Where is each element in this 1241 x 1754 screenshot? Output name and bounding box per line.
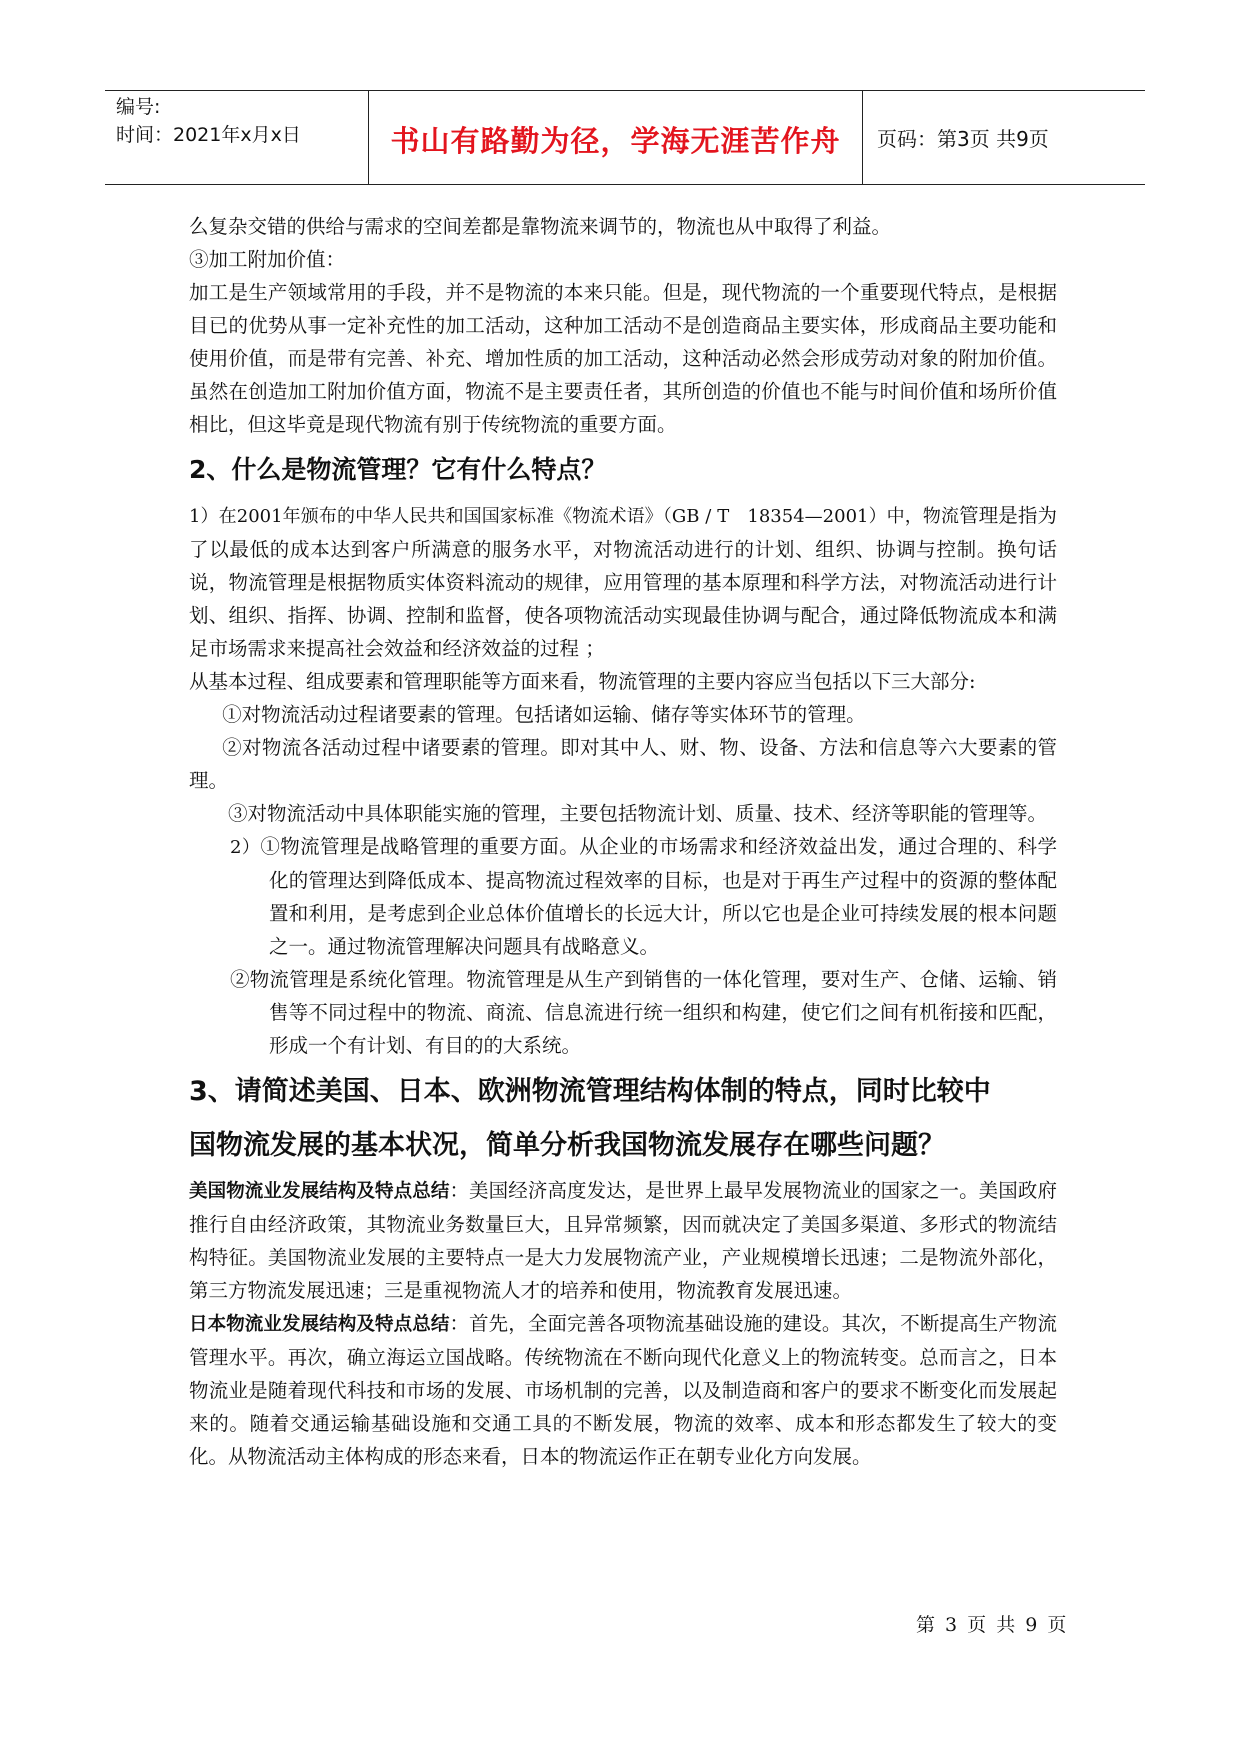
header-divider <box>862 91 863 184</box>
bold-label: 美国物流业发展结构及特点总结 <box>189 1181 450 1202</box>
list-item: ③对物流活动中具体职能实施的管理，主要包括物流计划、质量、技术、经济等职能的管理等。 <box>228 802 1048 825</box>
paragraph: 加工是生产领域常用的手段，并不是物流的本来只能。但是，现代物流的一个重要现代特点，是根据目已的优势从事一定补充性的加工活动，这种加工活动不是创造商品主要实体，形成商品主要功能和使用价值，而是带有完善、补充、增加性质的加工活动，这种活动必然会形成劳动对象的附加价值。虽然在创造加工附加价值方面，物流不是主要责任者，其所创造的价值也不能与时间价值和场所价值相比，但这毕竟是现代物流有别于传统物流的重要方面。 <box>189 281 1057 436</box>
serial-label: 编号: <box>116 96 161 118</box>
paragraph: 么复杂交错的供给与需求的空间差都是靠物流来调节的，物流也从中取得了利益。 <box>189 215 892 238</box>
bold-label: 日本物流业发展结构及特点总结 <box>189 1314 450 1335</box>
header-motto: 书山有路勤为径，学海无涯苦作舟 <box>390 124 841 158</box>
list-item <box>189 830 1057 963</box>
paragraph-rest: 管理是指为了以最低的成本达到客户所满意的服务水平，对物流活动进行的计划、组织、协调与控制。换句话说，物流管理是根据物质实体资料流动的规律，应用管理的基本原理和科学方法，对物流活动进行计划、组织、指挥、协调、控制和监督，使各项物流活动实现最佳协调与配合，通过降低物流成本和满足市场需求来提高社会效益和经济效益的过程 ； <box>189 504 1057 660</box>
list-item: ①对物流活动过程诸要素的管理。包括诸如运输、储存等实体环节的管理。 <box>222 703 866 726</box>
paragraph-lead: 1）在2001年颁布的中华人民共和国国家标准《物流术语》（GB / T 18354—2001）中，物流 <box>189 506 960 527</box>
list-item: ②物流管理是系统化管理。物流管理是从生产到销售的一体化管理，要对生产、仓储、运输、销售等不同过程中的物流、商流、信息流进行统一组织和构建，使它们之间有机衔接和匹配，形成一个有计划、有目的的大系统。 <box>230 968 1057 1057</box>
section-heading-2: 2、什么是物流管理？它有什么特点？ <box>189 455 607 484</box>
paragraph-text: ：美国经济高度发达，是世界上最早发展物流业的国家之一。美国政府推行自由经济政策，其物流业务数量巨大，且异常频繁，因而就决定了美国多渠道、多形式的物流结构特征。美国物流业发展的主要特点一是大力发展物流产业，产业规模增长迅速；二是物流外部化，第三方物流发展迅速；三是重视物流人才的培养和使用，物流教育发展迅速。 <box>189 1179 1057 1302</box>
page-footer: 第 3 页 共 9 页 <box>916 1614 1069 1636</box>
paragraph: 从基本过程、组成要素和管理职能等方面来看，物流管理的主要内容应当包括以下三大部分: <box>189 670 976 693</box>
section-heading-3-cont: 国物流发展的基本状况，简单分析我国物流发展存在哪些问题？ <box>189 1130 945 1161</box>
paragraph-text: ：首先，全面完善各项物流基础设施的建设。其次，不断提高生产物流管理水平。再次，确立海运立国战略。传统物流在不断向现代化意义上的物流转变。总而言之，日本物流业是随着现代科技和市场的发展、市场机制的完善，以及制造商和客户的要求不断变化而发展起来的。随着交通运输基础设施和交通工具的不断发展，物流的效率、成本和形态都发生了较大的变化。从物流活动主体构成的形态来看，日本的物流运作正在朝专业化方向发展。 <box>189 1312 1057 1468</box>
section-heading-3: 3、请简述美国、日本、欧洲物流管理结构体制的特点，同时比较中 <box>189 1076 991 1107</box>
time-label: 时间：2021年x月x日 <box>116 124 301 146</box>
page-header <box>105 90 1145 185</box>
paragraph <box>189 499 1057 665</box>
list-text: ①物流管理是战略管理的重要方面。从企业的市场需求和经济效益出发，通过合理的、科学化的管理达到降低成本、提高物流过程效率的目标，也是对于再生产过程中的资源的整体配置和利用，是考虑到企业总体价值增长的长远大计，所以它也是企业可持续发展的根本问题之一。通过物流管理解决问题具有战略意义。 <box>260 835 1057 958</box>
paragraph <box>189 1174 1057 1307</box>
list-number: 2） <box>230 837 261 858</box>
paragraph <box>189 1307 1057 1473</box>
header-page-label: 页码：第3页 共9页 <box>877 127 1049 151</box>
header-meta <box>116 93 366 149</box>
list-item: ②对物流各活动过程中诸要素的管理。即对其中人、财、物、设备、方法和信息等六大要素的管理。 <box>189 736 1057 792</box>
document-body <box>189 210 1057 1473</box>
paragraph: ③加工附加价值： <box>189 248 346 271</box>
